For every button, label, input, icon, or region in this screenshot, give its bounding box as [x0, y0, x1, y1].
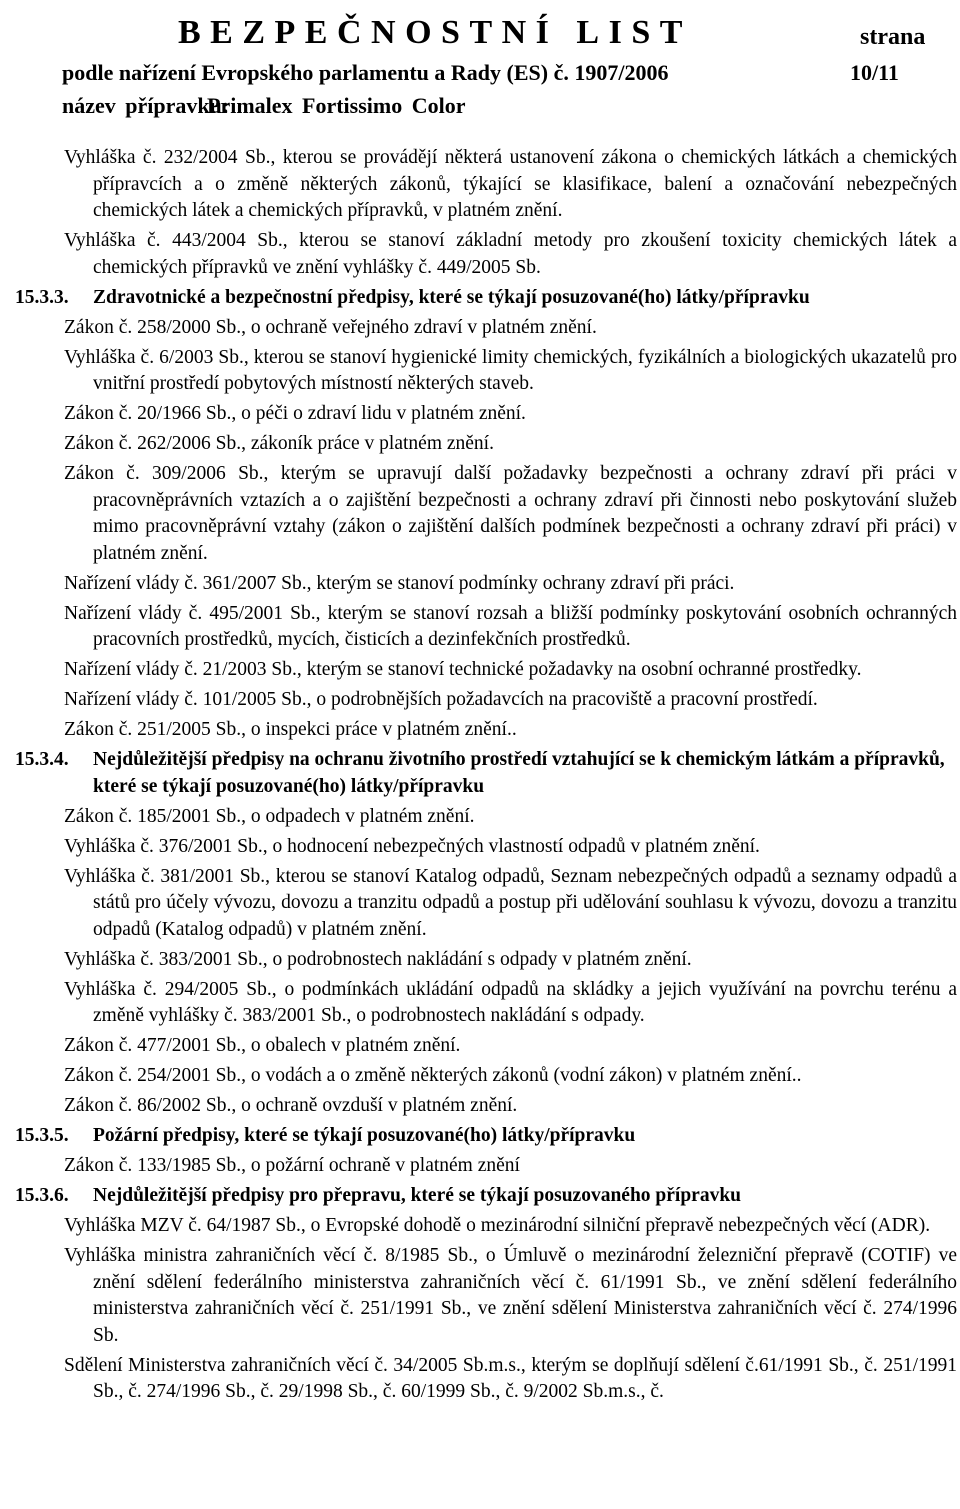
- section-title: Požární předpisy, které se týkají posuzované(ho) látky/přípravku: [93, 1125, 636, 1146]
- page-number: 10/11: [850, 60, 899, 85]
- regulation-entry: Nařízení vlády č. 101/2005 Sb., o podrobnějších požadavcích na pracoviště a pracovní prostředí.: [64, 689, 818, 710]
- document-title: BEZPEČNOSTNÍ LIST: [178, 14, 692, 51]
- product-line: [62, 93, 466, 119]
- regulation-entry: Zákon č. 86/2002 Sb., o ochraně ovzduší v platném znění.: [64, 1095, 518, 1116]
- regulation-entry: Vyhláška č. 376/2001 Sb., o hodnocení nebezpečných vlastností odpadů v platném znění.: [64, 835, 760, 857]
- section-heading-15-3-5: [0, 1123, 953, 1150]
- regulation-entry: Vyhláška MZV č. 64/1987 Sb., o Evropské dohodě o mezinárodní silniční přepravě nebezpečných věcí (ADR).: [64, 1215, 931, 1236]
- section-title: Nejdůležitější předpisy pro přepravu, které se týkají posuzovaného přípravku: [93, 1185, 742, 1206]
- regulation-entry: Vyhláška č. 294/2005 Sb., o podmínkách ukládání odpadů na skládky a jejich využívání na povrchu terénu a změně vyhlášky č. 383/2001 Sb., o podrobnostech nakládání s odpady.: [64, 978, 957, 1026]
- regulation-entry: Zákon č. 254/2001 Sb., o vodách a o změně některých zákonů (vodní zákon) v platném znění..: [64, 1065, 802, 1086]
- regulation-entry: Zákon č. 262/2006 Sb., zákoník práce v platném znění.: [64, 433, 494, 454]
- regulation-entry: Zákon č. 477/2001 Sb., o obalech v platném znění.: [64, 1035, 461, 1056]
- page-label: strana: [860, 24, 926, 50]
- section-number: 15.3.6.: [15, 1185, 69, 1206]
- section-number: 15.3.5.: [15, 1125, 69, 1146]
- regulation-entry: Nařízení vlády č. 361/2007 Sb., kterým se stanoví podmínky ochrany zdraví při práci.: [64, 572, 735, 594]
- product-label: název přípravku:: [62, 93, 230, 118]
- regulation-entry: Vyhláška č. 381/2001 Sb., kterou se stanoví Katalog odpadů, Seznam nebezpečných odpadů a seznamy odpadů a států pro účely vývozu, dovozu a tranzitu odpadů a postup při udělování souhlasu k vývozu, dovozu a tranzitu odpadů (Katalog odpadů) v platném znění.: [64, 865, 957, 940]
- regulation-entry: Zákon č. 251/2005 Sb., o inspekci práce v platném znění..: [64, 719, 517, 740]
- page-header: [0, 0, 960, 140]
- section-title: Zdravotnické a bezpečnostní předpisy, které se týkají posuzované(ho) látky/přípravku: [93, 286, 810, 308]
- regulation-entry: Vyhláška č. 443/2004 Sb., kterou se stanoví základní metody pro zkoušení toxicity chemických látek a chemických přípravků ve znění vyhlášky č. 449/2005 Sb.: [64, 230, 957, 278]
- product-name: Primalex Fortissimo Color: [207, 93, 466, 118]
- regulation-reference: podle nařízení Evropského parlamentu a Rady (ES) č. 1907/2006: [62, 60, 669, 85]
- regulation-entry: Vyhláška č. 232/2004 Sb., kterou se provádějí některá ustanovení zákona o chemických látkách a chemických přípravcích a o změně některých zákonů, týkající se klasifikace, balení a označování nebezpečných chemických látek a chemických přípravků, v platném znění.: [64, 147, 957, 221]
- section-title: Nejdůležitější předpisy na ochranu životního prostředí vztahující se k chemickým látkám a přípravků, které se týkají posuzované(ho) látky/přípravku: [93, 749, 945, 797]
- regulation-entry: Zákon č. 309/2006 Sb., kterým se upravují další požadavky bezpečnosti a ochrany zdraví při práci v pracovněprávních vztazích a o zajištění bezpečnosti a ochrany zdraví při činnosti nebo poskytování služeb mimo pracovněprávní vztahy (zákon o zajištění dalších podmínek bezpečnosti a ochrany zdraví při práci) v platném znění.: [64, 463, 957, 564]
- regulation-entry: Vyhláška č. 383/2001 Sb., o podrobnostech nakládání s odpady v platném znění.: [64, 948, 692, 970]
- regulation-entry: Zákon č. 185/2001 Sb., o odpadech v platném znění.: [64, 805, 475, 827]
- regulation-entry: Vyhláška ministra zahraničních věcí č. 8/1985 Sb., o Úmluvě o mezinárodní železniční přepravě (COTIF) ve znění sdělení federálního ministerstva zahraničních věcí č. 61/1991 Sb., ve znění sdělení federálního ministerstva zahraničních věcí č. 251/1991 Sb., ve znění sdělení Ministerstva zahraničních věcí č. 274/1996 Sb.: [64, 1245, 957, 1346]
- regulation-entry: Nařízení vlády č. 21/2003 Sb., kterým se stanoví technické požadavky na osobní ochranné prostředky.: [64, 659, 862, 680]
- regulation-entry: Zákon č. 20/1966 Sb., o péči o zdraví lidu v platném znění.: [64, 403, 526, 424]
- section-number: 15.3.4.: [15, 749, 69, 770]
- section-heading-15-3-6: [0, 1183, 953, 1210]
- section-heading-15-3-4: [0, 747, 953, 800]
- section-number: 15.3.3.: [15, 286, 69, 308]
- regulation-entry: Zákon č. 133/1985 Sb., o požární ochraně v platném znění: [64, 1155, 520, 1176]
- regulation-entry: Vyhláška č. 6/2003 Sb., kterou se stanoví hygienické limity chemických, fyzikálních a biologických ukazatelů pro vnitřní prostředí pobytových místností některých staveb.: [64, 346, 957, 394]
- section-heading-15-3-3: [0, 285, 953, 312]
- regulation-entry: Nařízení vlády č. 495/2001 Sb., kterým se stanoví rozsah a bližší podmínky poskytování osobních ochranných pracovních prostředků, mycích, čisticích a dezinfekčních prostředků.: [64, 602, 957, 650]
- regulation-entry: Sdělení Ministerstva zahraničních věcí č. 34/2005 Sb.m.s., kterým se doplňují sdělení č.61/1991 Sb., č. 251/1991 Sb., č. 274/1996 Sb., č. 29/1998 Sb., č. 60/1999 Sb., č. 9/2002 Sb.m.s., č.: [64, 1354, 957, 1402]
- regulation-entry: Zákon č. 258/2000 Sb., o ochraně veřejného zdraví v platném znění.: [64, 316, 597, 338]
- document-body: [0, 145, 960, 1406]
